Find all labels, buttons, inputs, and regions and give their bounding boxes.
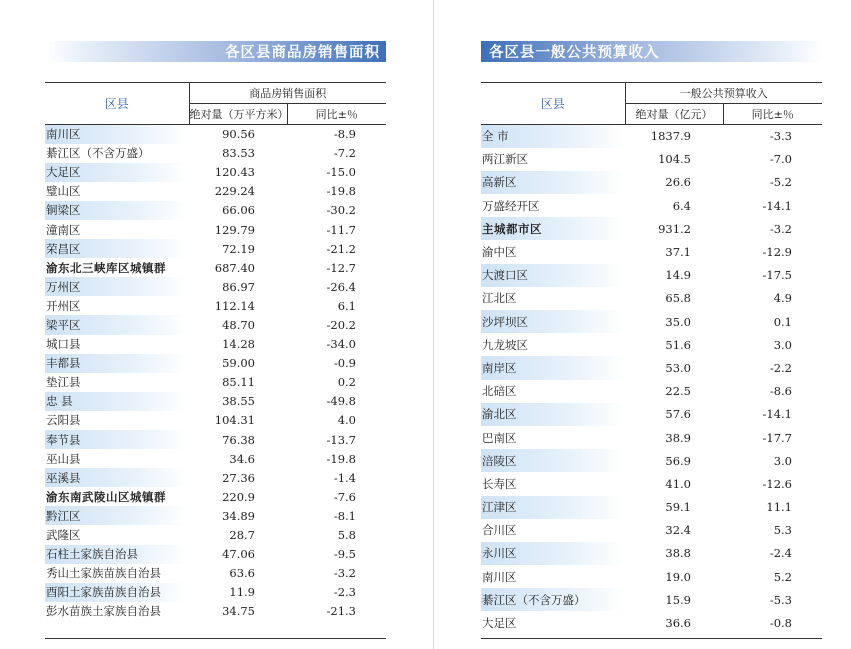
absolute-value-cell: 14.9 (665, 268, 691, 283)
absolute-value-cell: 38.55 (222, 394, 255, 409)
table-row (45, 430, 386, 449)
yoy-change-cell: -5.3 (769, 592, 792, 607)
absolute-value-cell: 38.8 (665, 546, 691, 561)
region-name-cell: 巴南区 (482, 430, 517, 445)
region-name-cell: 城口县 (46, 337, 81, 352)
absolute-value-cell: 51.6 (665, 337, 691, 352)
table-row (45, 182, 386, 201)
table-row (481, 217, 822, 240)
table-row (45, 296, 386, 315)
yoy-change-cell: -3.2 (333, 566, 356, 581)
yoy-change-cell: -1.4 (333, 470, 356, 485)
left-table-body (45, 125, 386, 621)
region-name-cell: 江北区 (482, 291, 517, 306)
right-title: 各区县一般公共预算收入 (489, 45, 660, 61)
absolute-value-cell: 72.19 (222, 241, 255, 256)
yoy-change-cell: -0.8 (769, 616, 792, 631)
table-row (481, 565, 822, 588)
region-name-cell: 奉节县 (45, 430, 189, 449)
region-name-cell: 荣昌区 (45, 239, 189, 258)
left-sub-header-absolute: 绝对量（万平方米） (189, 104, 287, 125)
table-row (45, 449, 386, 468)
absolute-value-cell: 112.14 (214, 298, 255, 313)
region-name-cell: 沙坪坝区 (481, 310, 625, 333)
table-row (481, 380, 822, 403)
yoy-change-cell: 6.1 (337, 298, 356, 313)
yoy-change-cell: -34.0 (326, 337, 356, 352)
yoy-change-cell: -49.8 (326, 394, 356, 409)
table-row (45, 373, 386, 392)
region-name-cell: 高新区 (481, 171, 625, 194)
left-sub-header-yoy: 同比±％ (287, 104, 386, 125)
yoy-change-cell: 0.2 (337, 375, 356, 390)
region-name-cell: 大渡口区 (481, 264, 625, 287)
region-name-cell: 全 市 (481, 125, 625, 148)
region-name-cell: 石柱土家族自治县 (45, 545, 189, 564)
yoy-change-cell: -12.6 (762, 476, 792, 491)
table-row (481, 287, 822, 310)
yoy-change-cell: -17.5 (762, 268, 792, 283)
page-gutter-divider (433, 0, 434, 649)
region-name-cell: 大足区 (45, 163, 189, 182)
region-name-cell: 长寿区 (482, 476, 517, 491)
region-name-cell: 万州区 (45, 277, 189, 296)
yoy-change-cell: -20.2 (326, 317, 356, 332)
absolute-value-cell: 15.9 (665, 592, 691, 607)
absolute-value-cell: 687.40 (214, 260, 255, 275)
absolute-value-cell: 34.89 (222, 508, 255, 523)
left-table (45, 82, 386, 621)
yoy-change-cell: -8.9 (333, 127, 356, 142)
left-title-bar (45, 41, 386, 62)
yoy-change-cell: -8.1 (333, 508, 356, 523)
table-row (481, 472, 822, 495)
region-name-cell: 渝东南武陵山区城镇群 (46, 489, 166, 504)
absolute-value-cell: 120.43 (214, 165, 255, 180)
yoy-change-cell: -2.2 (769, 360, 792, 375)
region-name-cell: 彭水苗族土家族自治县 (46, 604, 161, 619)
absolute-value-cell: 83.53 (222, 146, 255, 161)
region-name-cell: 垫江县 (46, 375, 81, 390)
absolute-value-cell: 65.8 (665, 291, 691, 306)
table-row (45, 354, 386, 373)
table-row (481, 356, 822, 379)
absolute-value-cell: 931.2 (658, 221, 691, 236)
table-row (45, 220, 386, 239)
absolute-value-cell: 27.36 (222, 470, 255, 485)
region-name-cell: 綦江区（不含万盛） (46, 146, 150, 161)
table-row (45, 487, 386, 506)
absolute-value-cell: 56.9 (665, 453, 691, 468)
left-col-name-header: 区县 (45, 83, 189, 125)
yoy-change-cell: 0.1 (773, 314, 792, 329)
left-bottom-rule (45, 638, 386, 639)
table-row (45, 564, 386, 583)
absolute-value-cell: 104.5 (658, 152, 691, 167)
absolute-value-cell: 11.9 (229, 585, 255, 600)
yoy-change-cell: -0.9 (333, 356, 356, 371)
yoy-change-cell: -5.2 (769, 175, 792, 190)
region-name-cell: 永川区 (481, 542, 625, 565)
region-name-cell: 开州区 (46, 298, 81, 313)
table-row (481, 125, 822, 148)
absolute-value-cell: 36.6 (665, 616, 691, 631)
absolute-value-cell: 37.1 (665, 245, 691, 260)
absolute-value-cell: 34.75 (222, 604, 255, 619)
absolute-value-cell: 86.97 (222, 279, 255, 294)
table-row (481, 148, 822, 171)
table-row (481, 426, 822, 449)
absolute-value-cell: 41.0 (665, 476, 691, 491)
right-sub-header-yoy: 同比±％ (723, 104, 822, 125)
region-name-cell: 主城都市区 (481, 217, 625, 240)
region-name-cell: 渝北区 (481, 403, 625, 426)
yoy-change-cell: 4.9 (773, 291, 792, 306)
table-row (45, 258, 386, 277)
absolute-value-cell: 6.4 (672, 198, 691, 213)
table-row (45, 125, 386, 144)
absolute-value-cell: 229.24 (214, 184, 255, 199)
yoy-change-cell: -11.7 (326, 222, 356, 237)
yoy-change-cell: -3.2 (769, 221, 792, 236)
region-name-cell: 巫山县 (46, 451, 81, 466)
table-row (481, 611, 822, 634)
yoy-change-cell: -7.0 (769, 152, 792, 167)
yoy-change-cell: -19.8 (326, 184, 356, 199)
region-name-cell: 合川区 (482, 523, 517, 538)
table-row (45, 239, 386, 258)
yoy-change-cell: -8.6 (769, 384, 792, 399)
absolute-value-cell: 14.28 (222, 337, 255, 352)
yoy-change-cell: -21.3 (326, 604, 356, 619)
region-name-cell: 大足区 (482, 616, 517, 631)
left-title: 各区县商品房销售面积 (225, 45, 380, 61)
yoy-change-cell: -9.5 (333, 547, 356, 562)
table-row (481, 240, 822, 263)
table-row (45, 201, 386, 220)
table-row (45, 602, 386, 621)
table-row (481, 264, 822, 287)
absolute-value-cell: 28.7 (229, 528, 255, 543)
yoy-change-cell: -2.3 (333, 585, 356, 600)
table-row (481, 449, 822, 472)
table-row (45, 335, 386, 354)
table-row (481, 496, 822, 519)
yoy-change-cell: 5.3 (773, 523, 792, 538)
absolute-value-cell: 1837.9 (650, 129, 691, 144)
absolute-value-cell: 85.11 (222, 375, 255, 390)
right-sub-header-absolute: 绝对量（亿元） (625, 104, 723, 125)
absolute-value-cell: 90.56 (222, 127, 255, 142)
region-name-cell: 渝中区 (482, 245, 517, 260)
absolute-value-cell: 63.6 (229, 566, 255, 581)
region-name-cell: 酉阳土家族苗族自治县 (45, 583, 189, 602)
yoy-change-cell: 3.0 (773, 453, 792, 468)
right-table (481, 82, 822, 635)
absolute-value-cell: 26.6 (665, 175, 691, 190)
region-name-cell: 忠 县 (45, 392, 189, 411)
table-row (481, 333, 822, 356)
table-row (481, 194, 822, 217)
region-name-cell: 万盛经开区 (482, 198, 540, 213)
yoy-change-cell: 5.8 (337, 528, 356, 543)
table-row (45, 144, 386, 163)
region-name-cell: 巫溪县 (45, 468, 189, 487)
table-row (45, 545, 386, 564)
region-name-cell: 梁平区 (45, 315, 189, 334)
region-name-cell: 丰都县 (45, 354, 189, 373)
absolute-value-cell: 57.6 (665, 407, 691, 422)
yoy-change-cell: -19.8 (326, 451, 356, 466)
absolute-value-cell: 32.4 (665, 523, 691, 538)
yoy-change-cell: -7.2 (333, 146, 356, 161)
absolute-value-cell: 220.9 (222, 489, 255, 504)
region-name-cell: 九龙坡区 (482, 337, 528, 352)
right-title-bar (481, 41, 822, 62)
right-table-body (481, 125, 822, 635)
yoy-change-cell: -12.9 (762, 245, 792, 260)
table-row (481, 542, 822, 565)
yoy-change-cell: -14.1 (762, 198, 792, 213)
yoy-change-cell: -3.3 (769, 129, 792, 144)
table-row (45, 525, 386, 544)
absolute-value-cell: 38.9 (665, 430, 691, 445)
absolute-value-cell: 59.00 (222, 356, 255, 371)
region-name-cell: 綦江区（不含万盛） (481, 588, 625, 611)
absolute-value-cell: 76.38 (222, 432, 255, 447)
yoy-change-cell: 11.1 (766, 500, 792, 515)
yoy-change-cell: -14.1 (762, 407, 792, 422)
table-row (45, 277, 386, 296)
table-row (481, 171, 822, 194)
yoy-change-cell: -7.6 (333, 489, 356, 504)
absolute-value-cell: 35.0 (665, 314, 691, 329)
region-name-cell: 秀山土家族苗族自治县 (46, 566, 161, 581)
region-name-cell: 北碚区 (482, 384, 517, 399)
absolute-value-cell: 34.6 (229, 451, 255, 466)
region-name-cell: 黔江区 (45, 506, 189, 525)
yoy-change-cell: -30.2 (326, 203, 356, 218)
absolute-value-cell: 66.06 (222, 203, 255, 218)
yoy-change-cell: 5.2 (773, 569, 792, 584)
region-name-cell: 两江新区 (482, 152, 528, 167)
table-row (481, 519, 822, 542)
absolute-value-cell: 104.31 (214, 413, 255, 428)
yoy-change-cell: -26.4 (326, 279, 356, 294)
table-row (45, 163, 386, 182)
yoy-change-cell: 4.0 (337, 413, 356, 428)
table-row (481, 588, 822, 611)
region-name-cell: 涪陵区 (481, 449, 625, 472)
table-row (45, 506, 386, 525)
table-row (45, 411, 386, 430)
region-name-cell: 南川区 (45, 125, 189, 144)
table-row (45, 315, 386, 334)
table-row (45, 583, 386, 602)
absolute-value-cell: 22.5 (665, 384, 691, 399)
region-name-cell: 渝东北三峡库区城镇群 (46, 260, 166, 275)
absolute-value-cell: 48.70 (222, 317, 255, 332)
absolute-value-cell: 19.0 (665, 569, 691, 584)
yoy-change-cell: -12.7 (326, 260, 356, 275)
region-name-cell: 武隆区 (46, 528, 81, 543)
region-name-cell: 江津区 (481, 496, 625, 519)
absolute-value-cell: 53.0 (665, 360, 691, 375)
yoy-change-cell: -2.4 (769, 546, 792, 561)
yoy-change-cell: -17.7 (762, 430, 792, 445)
yoy-change-cell: -15.0 (326, 165, 356, 180)
region-name-cell: 铜梁区 (45, 201, 189, 220)
table-row (481, 310, 822, 333)
left-group-header: 商品房销售面积 (189, 83, 386, 104)
yoy-change-cell: -21.2 (326, 241, 356, 256)
region-name-cell: 璧山区 (46, 184, 81, 199)
absolute-value-cell: 47.06 (222, 547, 255, 562)
yoy-change-cell: -13.7 (326, 432, 356, 447)
absolute-value-cell: 129.79 (214, 222, 255, 237)
table-row (45, 392, 386, 411)
table-row (45, 468, 386, 487)
absolute-value-cell: 59.1 (665, 500, 691, 515)
region-name-cell: 云阳县 (46, 413, 81, 428)
right-bottom-rule (481, 638, 822, 639)
region-name-cell: 潼南区 (46, 222, 81, 237)
region-name-cell: 南岸区 (481, 356, 625, 379)
table-row (481, 403, 822, 426)
yoy-change-cell: 3.0 (773, 337, 792, 352)
right-group-header: 一般公共预算收入 (625, 83, 822, 104)
region-name-cell: 南川区 (482, 569, 517, 584)
right-col-name-header: 区县 (481, 83, 625, 125)
